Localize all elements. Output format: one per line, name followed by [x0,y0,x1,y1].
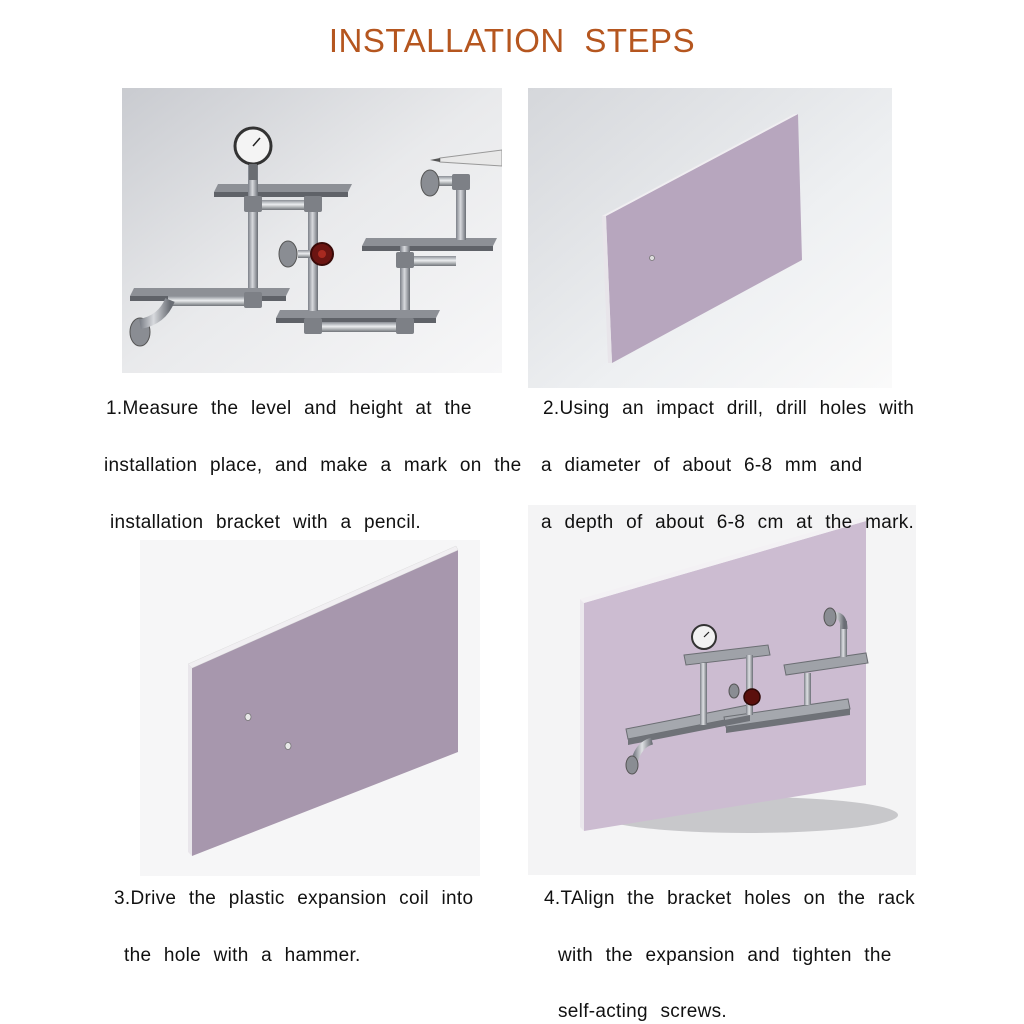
step-1-illustration [122,88,502,373]
step-4-caption-line-3: self-acting screws. [558,1001,727,1022]
step-1-caption-line-3: installation bracket with a pencil. [110,512,421,533]
step-3-caption-line-2: the hole with a hammer. [124,945,361,966]
step-4-illustration [528,505,916,875]
step-1-caption-line-2: installation place, and make a mark on the [104,455,522,476]
step-3-caption-line-1: 3.Drive the plastic expansion coil into [114,888,474,909]
step-2-illustration [528,88,892,388]
step-4-caption-line-2: with the expansion and tighten the [558,945,892,966]
step-1-caption-line-1: 1.Measure the level and height at the [106,398,472,419]
step-2-caption-line-1: 2.Using an impact drill, drill holes with [543,398,915,419]
step-3-illustration [140,540,480,876]
page-title: INSTALLATION STEPS [328,22,696,59]
step-2-caption-line-3: a depth of about 6-8 cm at the mark. [541,512,915,533]
step-4-caption-line-1: 4.TAlign the bracket holes on the rack [544,888,915,909]
step-2-caption-line-2: a diameter of about 6-8 mm and [541,455,863,476]
